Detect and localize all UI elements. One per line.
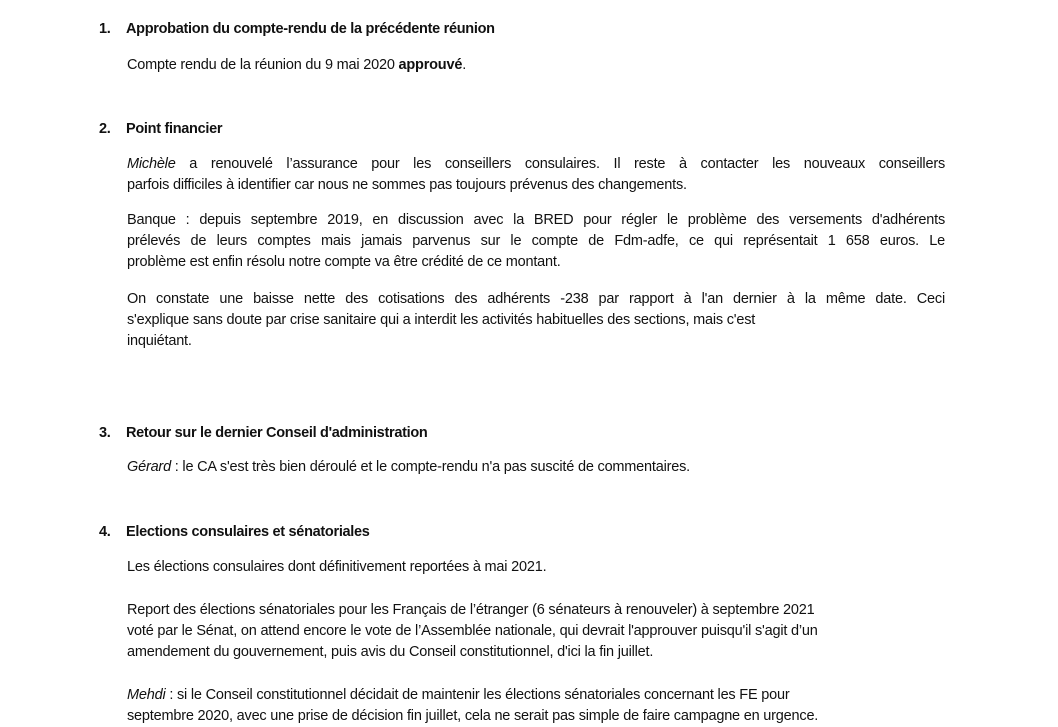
section-number: 1. bbox=[99, 21, 111, 37]
section-4-paragraph-2: Report des élections sénatoriales pour les Français de l’étranger (6 sénateurs à renouveler) à septembre 2021 voté par le Sénat, on attend encore le vote de l’Assemblée nationale, qui devrait l'approuver puisqu'il s'agit d’un amendement du gouvernement, puis avis du Conseil constitutionnel, d'ici la fin juillet. bbox=[127, 602, 818, 660]
section-4-paragraph-3: Mehdi : si le Conseil constitutionnel décidait de maintenir les élections sénatoriales concernant les FE pour septembre 2020, avec une prise de décision fin juillet, cela ne serait pas simple de faire campagne en urgence. bbox=[127, 687, 819, 724]
speaker-name: Gérard bbox=[127, 459, 171, 475]
section-1-paragraph-1: Compte rendu de la réunion du 9 mai 2020 approuvé. bbox=[127, 57, 467, 73]
approved-status: approuvé bbox=[398, 57, 463, 73]
section-title: Approbation du compte-rendu de la précédente réunion bbox=[126, 21, 495, 37]
section-number: 4. bbox=[99, 524, 111, 540]
section-title: Retour sur le dernier Conseil d'administration bbox=[126, 425, 428, 441]
section-number: 3. bbox=[99, 425, 111, 441]
speaker-name: Michèle bbox=[127, 156, 176, 172]
section-2-paragraph-3: On constate une baisse nette des cotisations des adhérents -238 par rapport à l'an dernier à la même date. Ceci s'explique sans doute par crise sanitaire qui a interdit les activités habituelles des sections, mais c'est inquiétant. bbox=[127, 291, 945, 349]
section-2-paragraph-2: Banque : depuis septembre 2019, en discussion avec la BRED pour régler le problème des versements d'adhérents prélevés de leurs comptes mais jamais parvenus sur le compte de Fdm-adfe, ce qui représentait 1 658 euros. Le problème est enfin résolu notre compte va être crédité de ce montant. bbox=[127, 212, 945, 270]
section-2-paragraph-1: Michèle a renouvelé l’assurance pour les conseillers consulaires. Il reste à contacter les nouveaux conseillers parfois difficiles à identifier car nous ne sommes pas toujours prévenus des changements. bbox=[127, 156, 945, 193]
section-4-paragraph-1: Les élections consulaires dont définitivement reportées à mai 2021. bbox=[127, 559, 547, 575]
section-number: 2. bbox=[99, 121, 111, 137]
section-title: Point financier bbox=[126, 121, 223, 137]
paragraph-text: Compte rendu de la réunion du 9 mai 2020 bbox=[127, 57, 399, 73]
section-3-heading bbox=[99, 425, 427, 441]
section-4-heading bbox=[99, 524, 370, 540]
section-1-heading bbox=[99, 21, 495, 37]
section-2-heading bbox=[99, 121, 222, 137]
speaker-name: Mehdi bbox=[127, 687, 166, 703]
section-title: Elections consulaires et sénatoriales bbox=[126, 524, 370, 540]
section-3-paragraph-1: Gérard : le CA s'est très bien déroulé et le compte-rendu n'a pas suscité de commentaires. bbox=[127, 459, 691, 475]
